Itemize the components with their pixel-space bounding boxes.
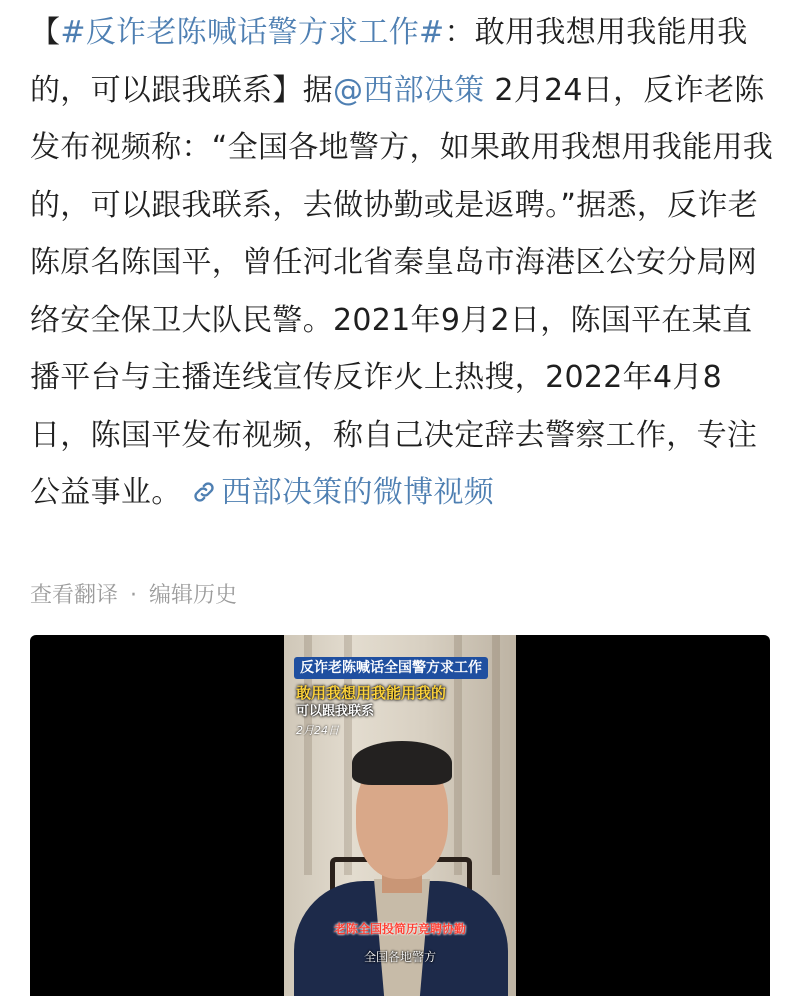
edit-history-button[interactable]: 编辑历史 — [149, 583, 238, 608]
curtain-fold — [492, 635, 500, 875]
video-overlay-title: 反诈老陈喊话全国警方求工作 — [294, 657, 488, 679]
post-meta — [30, 579, 237, 613]
translate-button[interactable]: 查看翻译 — [30, 583, 119, 608]
post-body-text: 2月24日，反诈老陈发布视频称：“全国各地警方，如果敢用我想用我能用我的，可以跟我联系，去做协勤或是返聘。”据悉，反诈老陈原名陈国平，曾任河北省秦皇岛市海港区公安分局网络安全保卫大队民警。2021年9月2日，陈国平在某直播平台与主播连线宣传反诈火上热搜，2022年4月8日，陈国平发布视频，称自己决定辞去警察工作，专注公益事业。 — [30, 72, 774, 510]
video-overlay-line3: 可以跟我联系 — [296, 704, 375, 719]
headline-text: ：敢用我想用我能用我的，可以跟我联系】据 — [30, 15, 748, 108]
hashtag-link[interactable]: #反诈老陈喊话警方求工作# — [60, 15, 445, 50]
video-overlay-date: 2月24日 — [296, 724, 339, 737]
bracket-open: 【 — [30, 15, 61, 50]
video-frame[interactable] — [284, 635, 516, 996]
video-link[interactable] — [191, 475, 494, 510]
link-icon — [191, 479, 217, 505]
mention-link[interactable]: @西部决策 — [333, 72, 485, 108]
video-link-label[interactable]: 西部决策的微博视频 — [221, 475, 495, 510]
video-overlay-line2: 敢用我想用我能用我的 — [296, 684, 447, 702]
video-caption-highlight: 老陈全国投简历竞聘协勤 — [333, 922, 466, 936]
speaker-hair — [352, 741, 452, 785]
video-player[interactable] — [30, 635, 770, 996]
meta-separator: · — [130, 583, 138, 608]
post-body — [30, 4, 780, 522]
video-subtitle: 全国各地警方 — [363, 950, 436, 964]
